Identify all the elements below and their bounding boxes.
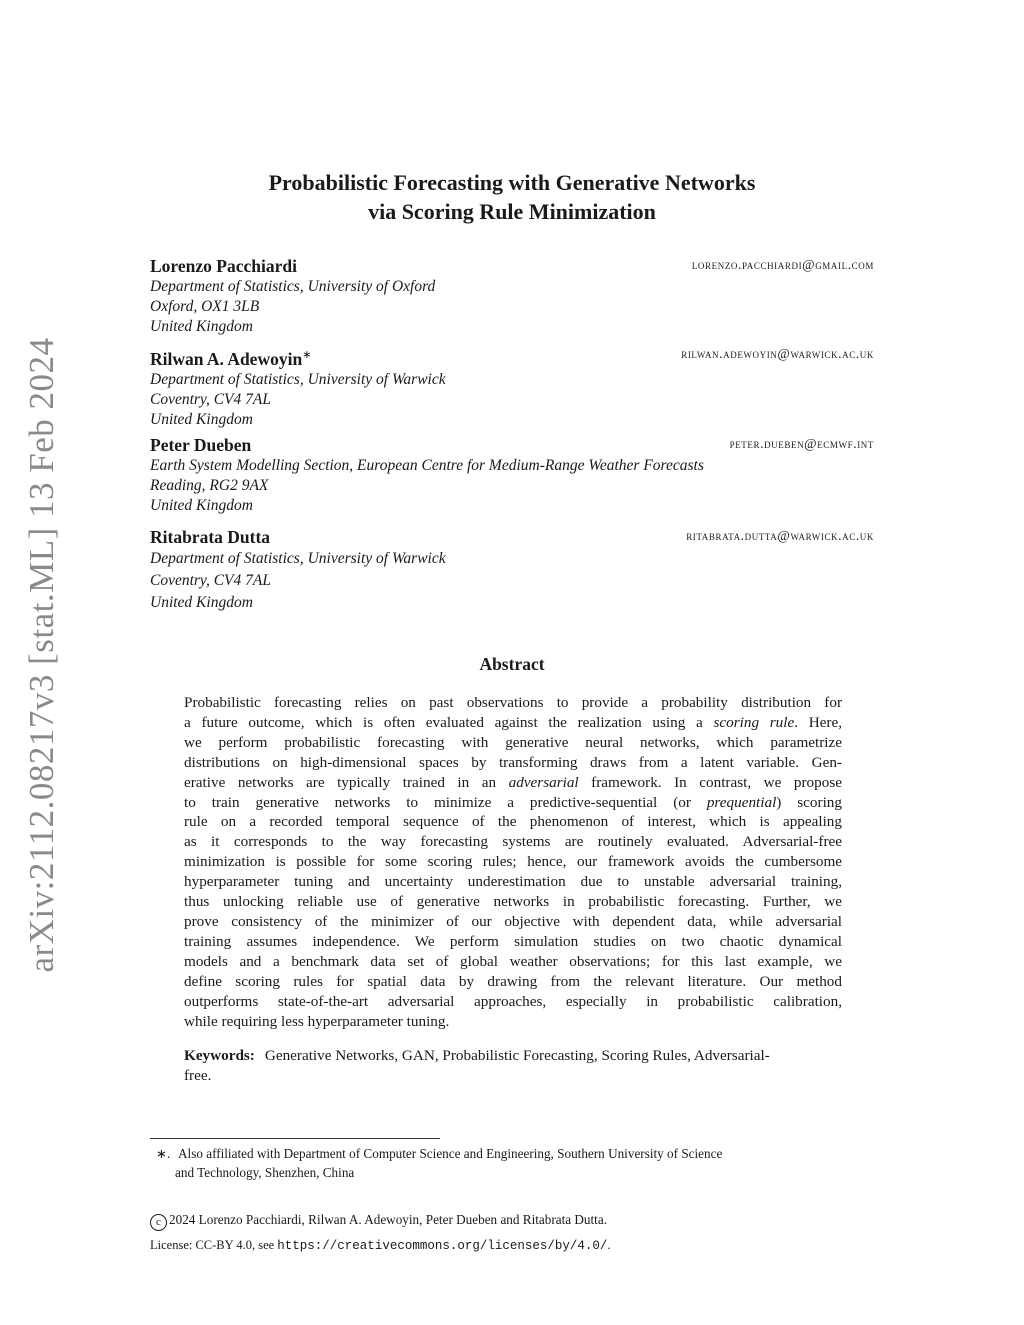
author-block-pacchiardi: [150, 255, 874, 337]
abstract-line: prove consistency of the minimizer of our objective with dependent data, while adversarial: [184, 912, 842, 930]
abstract-emphasis: prequential: [706, 793, 777, 811]
author-affiliation-line: Department of Statistics, University of Oxford: [150, 278, 436, 295]
author-affiliation-line: Reading, RG2 9AX: [150, 477, 269, 494]
abstract-line: training assumes independence. We perform simulation studies on two chaotic dynamical: [184, 932, 842, 950]
author-affiliation-line: Coventry, CV4 7AL: [150, 572, 271, 589]
author-affiliation-line: Department of Statistics, University of Warwick: [150, 370, 446, 388]
abstract-line: outperforms state-of-the-art adversarial approaches, especially in probabilistic calibration,: [184, 992, 842, 1010]
abstract-line: minimization is possible for some scoring rules; hence, our framework avoids the cumbersome: [184, 853, 842, 871]
abstract-line: hyperparameter tuning and uncertainty underestimation due to unstable adversarial training,: [184, 873, 842, 891]
author-name: Rilwan A. Adewoyin: [150, 348, 303, 369]
keywords-line-2: free.: [184, 1067, 212, 1084]
title-line-2: via Scoring Rule Minimization: [368, 199, 656, 224]
abstract-line: thus unlocking reliable use of generative networks in probabilistic forecasting. Further, we: [184, 893, 842, 911]
keywords-text: Generative Networks, GAN, Probabilistic Forecasting, Scoring Rules, Adversarial-: [264, 1047, 770, 1064]
author-affiliation-line: Earth System Modelling Section, European Centre for Medium-Range Weather Forecasts: [150, 457, 704, 474]
keywords-section: [184, 1046, 860, 1086]
author-block-dueben: [150, 434, 874, 516]
author-name: Lorenzo Pacchiardi: [150, 256, 297, 276]
author-affiliation-line: United Kingdom: [150, 497, 253, 514]
license-suffix: .: [607, 1238, 611, 1252]
license-prefix: License: CC-BY 4.0, see: [150, 1238, 278, 1252]
abstract-emphasis: adversarial: [508, 773, 579, 791]
footnote: [150, 1144, 878, 1182]
author-affiliation-line: United Kingdom: [150, 410, 253, 428]
author-name: Ritabrata Dutta: [150, 527, 271, 547]
author-footnote-marker: ∗: [302, 349, 312, 361]
license-url-link[interactable]: https://creativecommons.org/licenses/by/4.0/: [277, 1239, 608, 1253]
keywords-label: Keywords:: [184, 1047, 255, 1064]
author-email: ritabrata.dutta@warwick.ac.uk: [686, 528, 874, 543]
arxiv-identifier-stamp: arXiv:2112.08217v3 [stat.ML] 13 Feb 2024: [22, 337, 61, 973]
paper-title: [150, 168, 874, 226]
abstract-line: rule on a recorded temporal sequence of the phenomenon of interest, which is appealing: [184, 813, 842, 831]
copyright-symbol-icon: c: [150, 1214, 167, 1231]
abstract-line: we perform probabilistic forecasting with generative neural networks, which parametrize: [184, 733, 842, 751]
abstract-line: erative networks are typically trained in an adversarial framework. In contrast, we propose: [184, 773, 842, 791]
footnote-divider: [150, 1138, 440, 1139]
author-email: rilwan.adewoyin@warwick.ac.uk: [681, 346, 874, 361]
footnote-marker: ∗.: [156, 1146, 171, 1161]
abstract-body: [184, 693, 842, 1031]
abstract-line: define scoring rules for spatial data by drawing from the relevant literature. Our method: [184, 972, 842, 990]
abstract-line: a future outcome, which is often evaluated against the realization using a scoring rule. Here,: [184, 713, 843, 731]
abstract-heading: Abstract: [479, 654, 545, 674]
abstract-line: models and a benchmark data set of global weather observations; for this last example, we: [184, 952, 842, 970]
abstract-line: distributions on high-dimensional spaces by transforming draws from a latent variable. Gen-: [184, 753, 842, 771]
author-block-dutta: [150, 526, 874, 614]
abstract-line: to train generative networks to minimize a predictive-sequential (or prequential) scoring: [184, 793, 842, 811]
footnote-line-2: and Technology, Shenzhen, China: [175, 1165, 355, 1180]
author-affiliation-line: Department of Statistics, University of Warwick: [150, 550, 446, 567]
author-email: lorenzo.pacchiardi@gmail.com: [691, 257, 874, 272]
copyright-text: 2024 Lorenzo Pacchiardi, Rilwan A. Adewoyin, Peter Dueben and Ritabrata Dutta.: [169, 1212, 608, 1227]
author-block-adewoyin: [150, 344, 874, 430]
footnote-line-1: Also affiliated with Department of Computer Science and Engineering, Southern University of Science: [178, 1146, 723, 1161]
abstract-line: as it corresponds to the way forecasting systems are routinely evaluated. Adversarial-free: [184, 833, 842, 851]
author-affiliation-line: United Kingdom: [150, 318, 253, 335]
author-affiliation-line: United Kingdom: [150, 594, 253, 611]
abstract-line: while requiring less hyperparameter tuning.: [184, 1012, 450, 1030]
copyright-notice: [150, 1212, 607, 1231]
author-affiliation-line: Oxford, OX1 3LB: [150, 298, 260, 315]
license-notice: [150, 1238, 610, 1253]
author-affiliation-line: Coventry, CV4 7AL: [150, 390, 271, 408]
title-line-1: Probabilistic Forecasting with Generative Networks: [268, 170, 756, 195]
abstract-line: Probabilistic forecasting relies on past observations to provide a probability distribution for: [184, 694, 842, 711]
keywords-line-1: [184, 1046, 860, 1066]
author-name: Peter Dueben: [150, 435, 252, 455]
abstract-emphasis: scoring rule: [713, 713, 795, 731]
author-email: peter.dueben@ecmwf.int: [729, 436, 874, 451]
